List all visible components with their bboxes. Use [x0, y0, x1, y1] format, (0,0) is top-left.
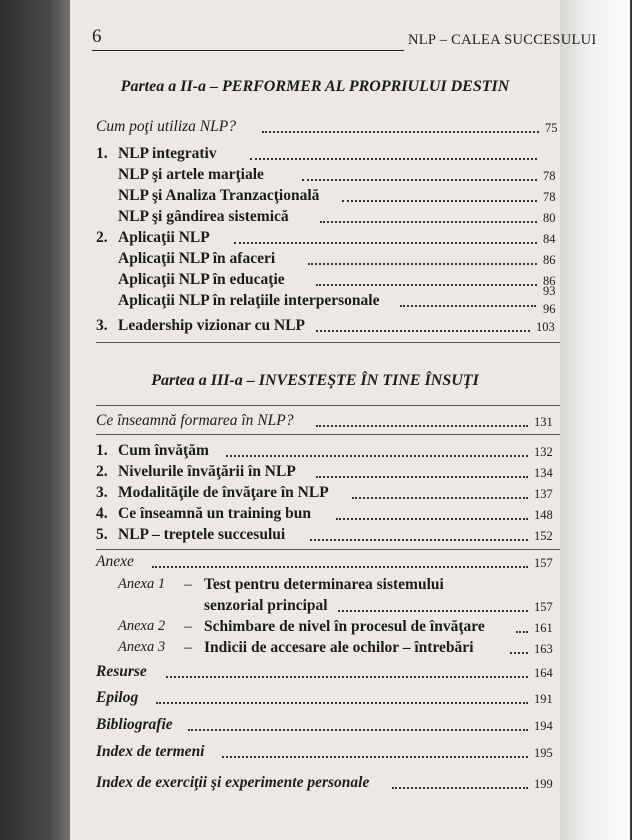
leader-dots [316, 476, 528, 478]
annex-entry[interactable] [70, 618, 560, 640]
toc-label: Ce înseamnă formarea în NLP? [96, 412, 294, 429]
book-spine-shadow [0, 0, 70, 840]
toc-page: 132 [534, 445, 553, 459]
toc-label: Leadership vizionar cu NLP [118, 317, 306, 334]
toc-entry[interactable] [70, 271, 560, 293]
toc-label: Resurse [96, 663, 147, 680]
toc-entry[interactable] [70, 166, 560, 188]
page-number: 6 [92, 26, 102, 47]
toc-entry[interactable] [70, 229, 560, 251]
annex-dash: – [184, 576, 192, 593]
section-divider [96, 434, 560, 435]
part-3-title: Partea a III-a – INVESTEŞTE ÎN TINE ÎNSUŢI [151, 372, 479, 389]
toc-page: 75 [545, 121, 558, 135]
annex-entry[interactable] [70, 597, 560, 619]
leader-dots [152, 566, 528, 568]
toc-label: Modalităţile de învăţare în NLP [118, 484, 329, 501]
annex-label: Anexa 3 [118, 639, 166, 655]
leader-dots [352, 497, 528, 499]
leader-dots [166, 676, 528, 678]
leader-dots [310, 539, 528, 541]
leader-dots [316, 425, 528, 427]
section-divider [96, 405, 560, 406]
toc-entry[interactable] [70, 743, 560, 765]
leader-dots [342, 200, 537, 202]
toc-label: Cum învăţăm [118, 442, 209, 459]
leader-dots [156, 702, 528, 704]
toc-page: 131 [534, 415, 553, 429]
toc-label: Anexe [96, 553, 134, 570]
toc-page: 194 [534, 719, 553, 733]
toc-label: Aplicaţii NLP în educaţie [118, 271, 285, 288]
toc-page: 134 [534, 466, 553, 480]
section-divider [96, 342, 560, 343]
toc-page: 157 [534, 600, 553, 614]
toc-page: 86 [543, 274, 556, 288]
toc-page: 86 [543, 253, 556, 267]
leader-dots [320, 221, 537, 223]
toc-number: 4. [96, 505, 108, 522]
leader-dots [316, 330, 530, 332]
toc-number: 2. [96, 463, 108, 480]
toc-page: 195 [534, 746, 553, 760]
toc-entry[interactable] [70, 145, 560, 167]
toc-page: 199 [534, 777, 553, 791]
toc-page: 148 [534, 508, 553, 522]
toc-number: 3. [96, 317, 108, 334]
toc-entry[interactable] [70, 663, 560, 685]
annex-label: Anexa 1 [118, 576, 166, 592]
toc-page: 191 [534, 692, 553, 706]
toc-page: 78 [543, 169, 556, 183]
toc-page: 103 [536, 320, 555, 334]
toc-label: Aplicaţii NLP în afaceri [118, 250, 276, 267]
toc-entry[interactable] [70, 689, 560, 711]
toc-label: NLP şi Analiza Tranzacţională [118, 187, 320, 204]
leader-dots [222, 756, 528, 758]
leader-dots [262, 131, 539, 133]
annex-title: Indicii de accesare ale ochilor – întrebări [204, 639, 474, 656]
toc-entry[interactable] [70, 484, 560, 506]
toc-entry[interactable] [70, 118, 560, 140]
leader-dots [392, 787, 528, 789]
book-page [70, 0, 597, 840]
leader-dots [510, 652, 528, 654]
header-rule [92, 50, 404, 51]
toc-label: NLP şi gândirea sistemică [118, 208, 289, 225]
annex-entry[interactable] [70, 639, 560, 661]
leader-dots [338, 610, 528, 612]
toc-entry[interactable] [70, 412, 560, 434]
leader-dots [316, 284, 537, 286]
toc-label: Aplicaţii NLP în relaţiile interpersonale [118, 292, 380, 309]
toc-label: NLP – treptele succesului [118, 526, 286, 543]
toc-entry[interactable] [70, 774, 560, 796]
annex-title: Test pentru determinarea sistemului [204, 576, 444, 593]
toc-entry[interactable] [70, 317, 560, 339]
running-header [92, 26, 632, 54]
toc-entry[interactable] [70, 442, 560, 464]
annex-title: senzorial principal [204, 597, 328, 614]
leader-dots [516, 631, 528, 633]
toc-number: 2. [96, 229, 108, 246]
toc-page: 137 [534, 487, 553, 501]
toc-number: 3. [96, 484, 108, 501]
toc-entry[interactable] [70, 716, 560, 738]
annex-dash: – [184, 639, 192, 656]
toc-page: 164 [534, 666, 553, 680]
toc-entry[interactable] [70, 553, 560, 575]
toc-number: 1. [96, 145, 108, 162]
leader-dots [188, 729, 528, 731]
toc-page: 78 [543, 190, 556, 204]
toc-label: Ce înseamnă un training bun [118, 505, 311, 522]
leader-dots [250, 158, 537, 160]
toc-entry[interactable] [70, 505, 560, 527]
annex-entry[interactable] [70, 576, 560, 598]
book-title: NLP – CALEA SUCCESULUI [408, 32, 597, 48]
toc-label: Bibliografie [96, 716, 173, 733]
toc-label: Nivelurile învăţării în NLP [118, 463, 296, 480]
toc-number: 5. [96, 526, 108, 543]
toc-page: 152 [534, 529, 553, 543]
toc-entry[interactable] [70, 187, 560, 209]
toc-page: 84 [543, 232, 556, 246]
toc-label: Epilog [96, 689, 139, 706]
toc-page: 96 [543, 302, 556, 316]
toc-entry[interactable] [70, 463, 560, 485]
page-edge [560, 0, 630, 840]
leader-dots [336, 518, 528, 520]
leader-dots [234, 242, 537, 244]
toc-page: 163 [534, 642, 553, 656]
toc-page: 161 [534, 621, 553, 635]
toc-label: Index de termeni [96, 743, 205, 760]
toc-page: 157 [534, 556, 553, 570]
toc-label: Cum poţi utiliza NLP? [96, 118, 236, 135]
leader-dots [226, 455, 528, 457]
toc-label: Index de exerciţii şi experimente personale [96, 774, 370, 791]
toc-entry[interactable] [70, 284, 560, 316]
toc-page: 80 [543, 211, 556, 225]
section-divider [96, 549, 560, 550]
annex-title: Schimbare de nivel în procesul de învăţare [204, 618, 485, 635]
part-2-title: Partea a II-a – PERFORMER AL PROPRIULUI DESTIN [120, 78, 510, 95]
annex-dash: – [184, 618, 192, 635]
toc-label: Aplicaţii NLP [118, 229, 210, 246]
leader-dots [308, 263, 537, 265]
annex-label: Anexa 2 [118, 618, 166, 634]
toc-page: 93 [543, 284, 556, 298]
toc-number: 1. [96, 442, 108, 459]
leader-dots [400, 305, 536, 307]
toc-entry[interactable] [70, 208, 560, 230]
toc-entry[interactable] [70, 526, 560, 548]
leader-dots [302, 179, 537, 181]
toc-entry[interactable] [70, 250, 560, 272]
toc-label: NLP şi artele marţiale [118, 166, 264, 183]
toc-label: NLP integrativ [118, 145, 217, 162]
